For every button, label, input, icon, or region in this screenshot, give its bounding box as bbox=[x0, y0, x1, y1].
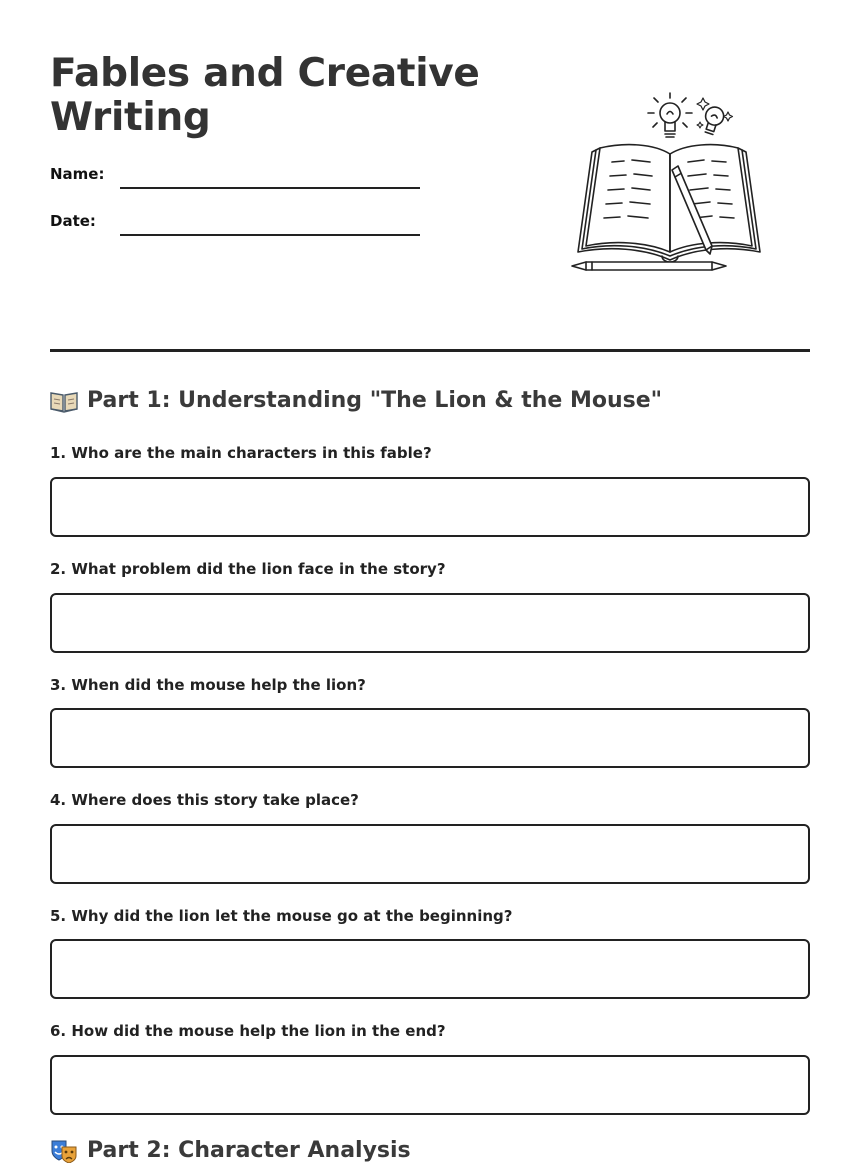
part1-heading bbox=[50, 388, 662, 413]
answer-box-3[interactable] bbox=[50, 708, 810, 768]
question-5-label: 5. Why did the lion let the mouse go at the beginning? bbox=[50, 907, 513, 925]
answer-box-2[interactable] bbox=[50, 593, 810, 653]
question-6-label: 6. How did the mouse help the lion in the end? bbox=[50, 1022, 446, 1040]
name-field[interactable] bbox=[120, 187, 420, 189]
date-label: Date: bbox=[50, 212, 96, 230]
pencil-icon bbox=[572, 262, 726, 270]
answer-box-1[interactable] bbox=[50, 477, 810, 537]
question-1-label: 1. Who are the main characters in this fable? bbox=[50, 444, 432, 462]
worksheet-title: Fables and Creative Writing bbox=[50, 51, 480, 140]
question-3-label: 3. When did the mouse help the lion? bbox=[50, 676, 366, 694]
question-4-label: 4. Where does this story take place? bbox=[50, 791, 359, 809]
lightbulb-icon bbox=[648, 93, 692, 137]
lightbulb-icon bbox=[700, 105, 725, 136]
open-book-icon bbox=[578, 145, 760, 262]
part2-title: Part 2: Character Analysis bbox=[87, 1138, 411, 1163]
answer-box-4[interactable] bbox=[50, 824, 810, 884]
part2-heading bbox=[50, 1138, 411, 1163]
answer-box-6[interactable] bbox=[50, 1055, 810, 1115]
date-field[interactable] bbox=[120, 234, 420, 236]
theater-masks-icon bbox=[50, 1139, 78, 1163]
name-label: Name: bbox=[50, 165, 105, 183]
header-divider bbox=[50, 349, 810, 352]
book-pencil-lightbulbs-icon bbox=[566, 86, 762, 278]
open-book-icon bbox=[50, 389, 78, 413]
question-2-label: 2. What problem did the lion face in the story? bbox=[50, 560, 446, 578]
part1-title: Part 1: Understanding "The Lion & the Mouse" bbox=[87, 388, 663, 413]
answer-box-5[interactable] bbox=[50, 939, 810, 999]
